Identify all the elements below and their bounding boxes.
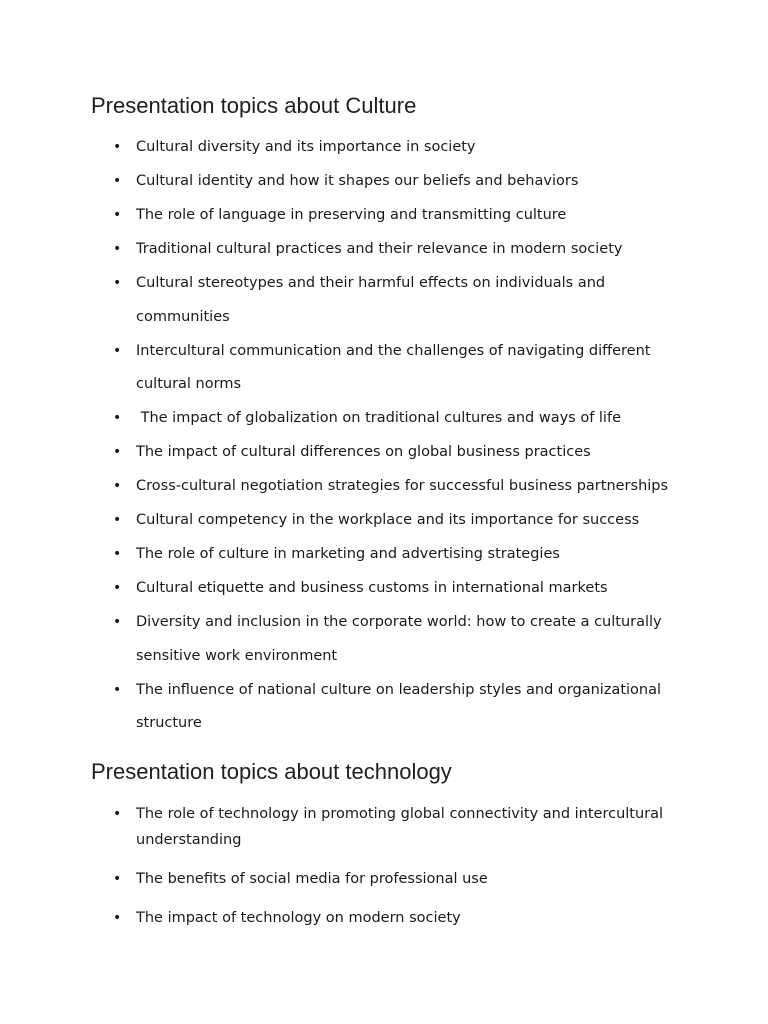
list-item xyxy=(0,470,768,504)
list-item-text: Cross-cultural negotiation strategies for successful business partnerships xyxy=(136,478,669,494)
list-item-text: The impact of cultural differences on global business practices xyxy=(136,444,591,460)
list-item xyxy=(0,572,768,606)
list-item-text: The benefits of social media for professional use xyxy=(136,871,488,887)
list-item xyxy=(0,165,768,199)
list-item xyxy=(0,866,768,892)
list-item-text: The influence of national culture on leadership styles and organizational structure xyxy=(136,681,662,731)
list-item-text: The role of language in preserving and transmitting culture xyxy=(136,207,567,223)
list-item-text: The impact of globalization on traditional cultures and ways of life xyxy=(136,410,621,426)
list-item-text: The role of culture in marketing and advertising strategies xyxy=(136,546,560,562)
list-item xyxy=(0,801,768,853)
list-item xyxy=(0,538,768,572)
list-item xyxy=(0,905,768,931)
bullet-icon: • xyxy=(113,410,122,426)
list-item-text: Cultural competency in the workplace and its importance for success xyxy=(136,512,640,528)
list-item-text: Diversity and inclusion in the corporate world: how to create a culturally sensitive work environment xyxy=(136,614,662,664)
list-item-text: Cultural diversity and its importance in society xyxy=(136,139,476,155)
list-item xyxy=(0,674,768,741)
bullet-icon: • xyxy=(113,241,122,257)
bullet-icon: • xyxy=(113,342,122,359)
list-item xyxy=(0,131,768,165)
bullet-icon: • xyxy=(113,546,122,562)
list-item xyxy=(0,335,768,402)
list-item xyxy=(0,606,768,673)
bullet-icon: • xyxy=(113,871,122,887)
list-item xyxy=(0,436,768,470)
bullet-icon: • xyxy=(113,681,122,698)
list-item xyxy=(0,267,768,334)
bullet-icon: • xyxy=(113,275,122,291)
list-item-text: The role of technology in promoting global connectivity and intercultural understanding xyxy=(136,806,664,848)
bullet-icon: • xyxy=(113,614,122,630)
list-item-text: Cultural stereotypes and their harmful effects on individuals and communities xyxy=(136,275,606,325)
bullet-icon: • xyxy=(113,139,122,155)
technology-topic-list xyxy=(0,801,768,944)
list-item xyxy=(0,199,768,233)
bullet-icon: • xyxy=(113,512,122,528)
bullet-icon: • xyxy=(113,444,122,460)
bullet-icon: • xyxy=(113,207,122,223)
list-item-text: Cultural etiquette and business customs in international markets xyxy=(136,580,608,596)
list-item-text: Traditional cultural practices and their relevance in modern society xyxy=(136,241,623,257)
list-item-text: The impact of technology on modern society xyxy=(136,910,461,926)
list-item xyxy=(0,504,768,538)
culture-heading: Presentation topics about Culture xyxy=(91,93,417,118)
list-item-text: Cultural identity and how it shapes our beliefs and behaviors xyxy=(136,173,579,189)
culture-topic-list xyxy=(0,131,768,741)
bullet-icon: • xyxy=(113,478,122,494)
list-item xyxy=(0,402,768,436)
technology-heading: Presentation topics about technology xyxy=(91,759,452,784)
bullet-icon: • xyxy=(113,580,122,596)
bullet-icon: • xyxy=(113,173,122,189)
list-item xyxy=(0,233,768,267)
bullet-icon: • xyxy=(113,910,122,926)
list-item-text: Intercultural communication and the challenges of navigating different cultural norms xyxy=(136,342,651,392)
bullet-icon: • xyxy=(113,806,122,822)
